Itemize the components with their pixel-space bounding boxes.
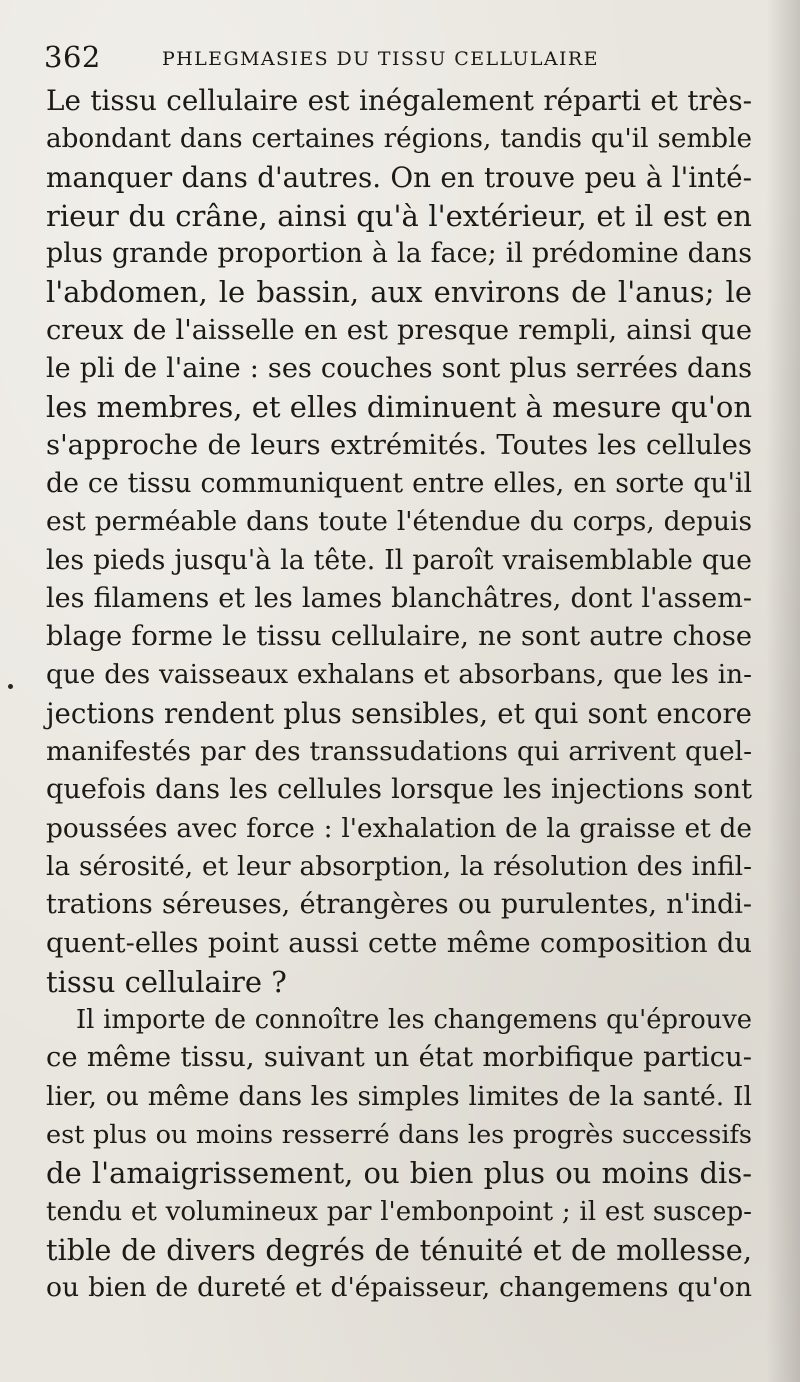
text-line: tissu cellulaire ? <box>46 964 287 999</box>
paragraph-2 <box>46 1001 752 1307</box>
text-line: manquer dans d'autres. On en trouve peu à l'inté- <box>46 160 752 194</box>
text-line: est plus ou moins resserré dans les progrès successifs <box>46 1120 752 1151</box>
page-number: 362 <box>44 40 101 74</box>
text-line: plus grande proportion à la face; il prédomine dans <box>46 238 752 270</box>
text-line: lier, ou même dans les simples limites de la santé. Il <box>46 1080 752 1112</box>
text-line: ce même tissu, suivant un état morbifique particu- <box>46 1042 752 1074</box>
text-line: quefois dans les cellules lorsque les injections sont <box>46 774 752 806</box>
paragraph-1 <box>46 82 752 1001</box>
text-line: manifestés par des transsudations qui arrivent quel- <box>46 736 752 768</box>
text-line: Il importe de connoître les changemens qu'éprouve <box>76 1005 752 1036</box>
text-line: la sérosité, et leur absorption, la résolution des infil- <box>46 851 752 882</box>
text-line: les membres, et elles diminuent à mesure qu'on <box>46 390 752 425</box>
running-head <box>44 40 764 74</box>
text-line: tible de divers degrés de ténuité et de mollesse, <box>46 1232 752 1267</box>
text-line: trations séreuses, étrangères ou purulentes, n'indi- <box>46 889 752 921</box>
text-line: rieur du crâne, ainsi qu'à l'extérieur, et il est en <box>46 198 752 233</box>
text-line: les filamens et les lames blanchâtres, dont l'assem- <box>46 582 752 614</box>
text-line: de l'amaigrissement, ou bien plus ou moins dis- <box>46 1156 752 1191</box>
text-line: s'approche de leurs extrémités. Toutes les cellules <box>46 429 752 461</box>
text-line: que des vaisseaux exhalans et absorbans, que les in- <box>46 660 752 691</box>
text-line: abondant dans certaines régions, tandis qu'il semble <box>46 124 752 155</box>
text-line: l'abdomen, le bassin, aux environs de l'anus; le <box>46 275 752 310</box>
text-line: poussées avec force : l'exhalation de la graisse et de <box>46 813 752 844</box>
margin-mark <box>8 684 13 689</box>
text-line: est perméable dans toute l'étendue du corps, depuis <box>46 507 752 538</box>
text-line: Le tissu cellulaire est inégalement réparti et très- <box>46 84 752 117</box>
text-line: de ce tissu communiquent entre elles, en sorte qu'il <box>46 467 752 499</box>
text-line: le pli de l'aine : ses couches sont plus serrées dans <box>46 353 752 385</box>
body-text <box>46 82 752 1308</box>
page-edge-shadow <box>766 0 800 1382</box>
text-line: quent-elles point aussi cette même composition du <box>46 927 752 959</box>
running-title: PHLEGMASIES DU TISSU CELLULAIRE <box>162 48 599 70</box>
text-line: ou bien de dureté et d'épaisseur, changemens qu'on <box>46 1272 752 1304</box>
text-line: creux de l'aisselle en est presque rempli, ainsi que <box>46 314 752 346</box>
text-line: blage forme le tissu cellulaire, ne sont autre chose <box>46 621 752 653</box>
text-line: tendu et volumineux par l'embonpoint ; il est suscep- <box>46 1196 752 1227</box>
text-line: jections rendent plus sensibles, et qui sont encore <box>46 696 752 730</box>
text-line: les pieds jusqu'à la tête. Il paroît vraisemblable que <box>46 544 752 576</box>
